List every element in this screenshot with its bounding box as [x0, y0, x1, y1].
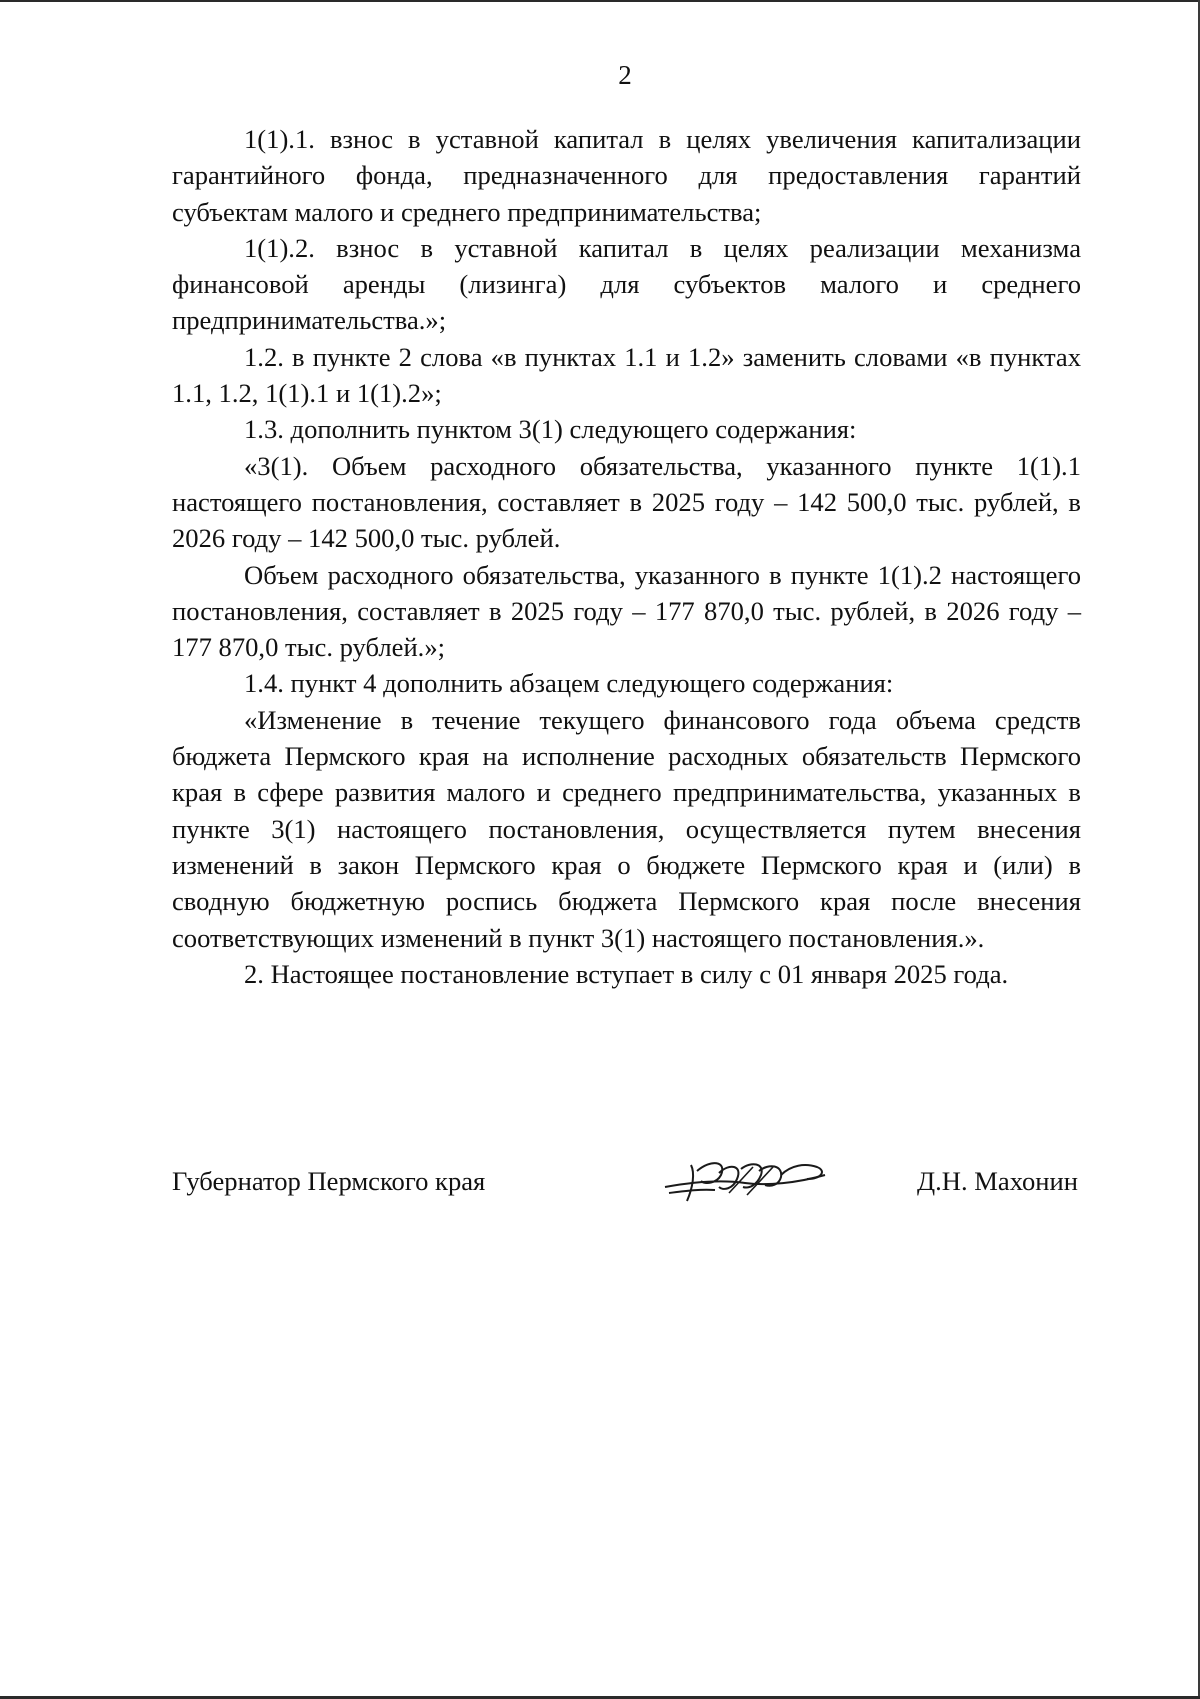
signature-block — [172, 1153, 1078, 1233]
paragraph-1-1-2: 1(1).2. взнос в уставной капитал в целях реализации механизма финансовой аренды (лизинга) для субъектов малого и среднего предпринимательства.»; — [172, 232, 1081, 336]
paragraph-1-1-1: 1(1).1. взнос в уставной капитал в целях увеличения капитализации гарантийного фонда, предназначенного для предоставления гарантий субъектам малого и среднего предпринимательства; — [172, 124, 1081, 227]
signer-name: Д.Н. Махонин — [916, 1166, 1078, 1196]
paragraph-1-2: 1.2. в пункте 2 слова «в пунктах 1.1 и 1.2» заменить словами «в пунктах 1.1, 1.2, 1(1).1 и 1(1).2»; — [172, 341, 1081, 409]
document-body — [172, 121, 1081, 992]
page-number: 2 — [618, 60, 632, 90]
paragraph-1-4: 1.4. пункт 4 дополнить абзацем следующего содержания: — [244, 668, 894, 699]
paragraph-1-3: 1.3. дополнить пунктом 3(1) следующего содержания: — [244, 414, 857, 445]
paragraph-2-effective-date: 2. Настоящее постановление вступает в силу с 01 января 2025 года. — [244, 958, 1009, 989]
scan-edge-top — [0, 0, 1200, 2]
paragraph-amendment-text: «Изменение в течение текущего финансового года объема средств бюджета Пермского края на исполнение расходных обязательств Пермского края в сфере развития малого и среднего предпринимательства, указанных в пункте 3(1) настоящего постановления, осуществляется путем внесения изменений в закон Пермского края о бюджете Пермского края и (или) в сводную бюджетную роспись бюджета Пермского края после внесения соответствующих изменений в пункт 3(1) настоящего постановления.». — [172, 704, 1081, 953]
handwritten-signature — [657, 1153, 837, 1213]
signer-title: Губернатор Пермского края — [172, 1166, 486, 1196]
paragraph-3-1-second: Объем расходного обязательства, указанного в пункте 1(1).2 настоящего постановления, составляет в 2025 году – 177 870,0 тыс. рублей, в 2026 году – 177 870,0 тыс. рублей.»; — [172, 559, 1081, 663]
paragraph-3-1-first: «3(1). Объем расходного обязательства, указанного пункте 1(1).1 настоящего постановления, составляет в 2025 году – 142 500,0 тыс. рублей, в 2026 году – 142 500,0 тыс. рублей. — [172, 450, 1081, 554]
